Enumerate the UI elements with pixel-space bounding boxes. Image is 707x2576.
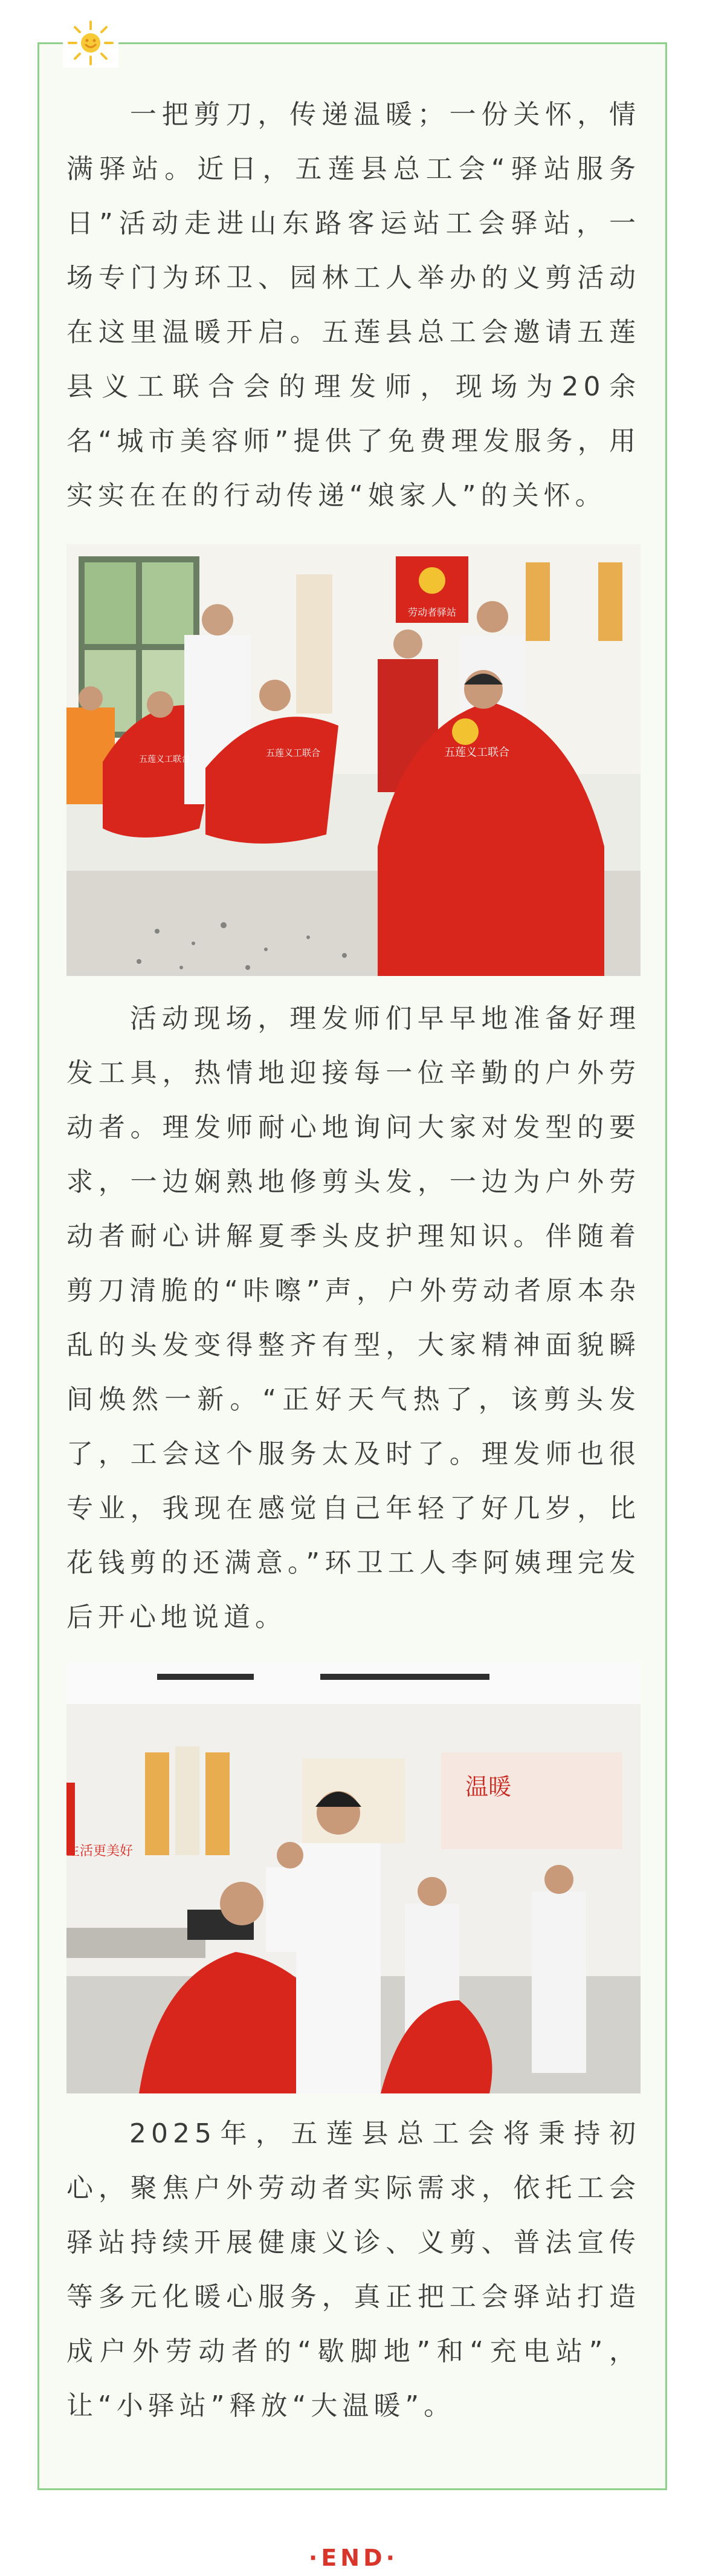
paragraph-intro-text: 一把剪刀，传递温暖；一份关怀，情满驿站。近日，五莲县总工会“驿站服务日”活动走进山东路客运站工会驿站，一场专门为环卫、园林工人举办的义剪活动在这里温暖开启。五莲县总工会邀请五莲县义工联合会的理发师，现场为20余名“城市美容师”提供了免费理发服务，用实实在在的行动传递“娘家人”的关怀。: [66, 99, 641, 511]
paragraph-outlook-text: 2025年，五莲县总工会将秉持初心，聚焦户外劳动者实际需求，依托工会驿站持续开展健康义诊、义剪、普法宣传等多元化暖心服务，真正把工会驿站打造成户外劳动者的“歇脚地”和“充电站”，让“小驿站”释放“大温暖”。: [66, 2118, 641, 2421]
sign-label: 劳动者驿站: [407, 607, 457, 618]
wall-slogan: 生活更美好: [66, 1844, 134, 1859]
cape-label-middle: 五莲义工联合: [266, 747, 321, 758]
sun-icon: [63, 18, 118, 68]
paragraph-activity-text: 活动现场，理发师们早早地准备好理发工具，热情地迎接每一位辛勤的户外劳动者。理发师耐心地询问大家对发型的要求，一边娴熟地修剪头发，一边为户外劳动者耐心讲解夏季头皮护理知识。伴随着剪刀清脆的“咔嚓”声，户外劳动者原本杂乱的头发变得整齐有型，大家精神面貌瞬间焕然一新。“正好天气热了，该剪头发了，工会这个服务太及时了。理发师也很专业，我现在感觉自己年轻了好几岁，比花钱剪的还满意。”环卫工人李阿姨理完发后开心地说道。: [66, 1003, 641, 1633]
paragraph-intro: [66, 88, 641, 523]
cape-label-left: 五莲义工联合: [139, 755, 190, 764]
end-label: ·END·: [308, 2545, 399, 2571]
cape-label-right: 五莲义工联合: [444, 746, 509, 759]
photo-haircut-group: [66, 544, 641, 976]
photo-haircut-station: [66, 1662, 641, 2093]
poster-slogan: 温暖: [465, 1774, 512, 1800]
paragraph-activity: [66, 992, 641, 1645]
paragraph-outlook: [66, 2107, 641, 2433]
